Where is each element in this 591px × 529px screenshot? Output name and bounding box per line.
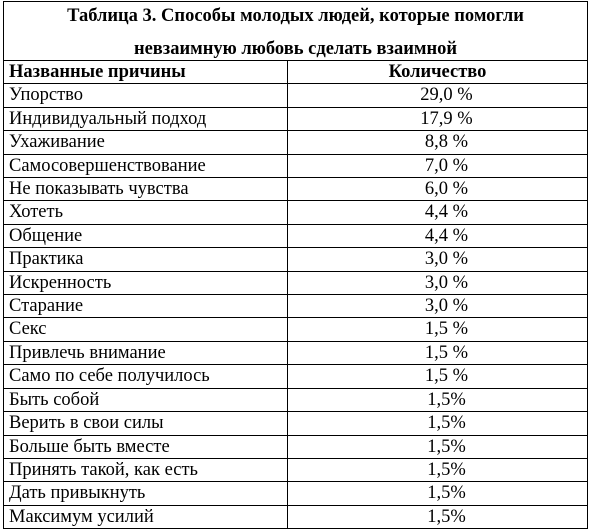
reason-cell: Верить в свои силы [4,412,288,435]
table-caption-line-1: Таблица 3. Способы молодых людей, которые помогли [67,6,524,26]
quantity-cell: 1,5% [288,388,588,411]
table-row [4,178,588,201]
quantity-cell: 3,0 % [288,248,588,271]
reason-cell: Практика [4,248,288,271]
table-row [4,248,588,271]
quantity-cell: 1,5 % [288,341,588,364]
quantity-cell: 4,4 % [288,224,588,247]
table-row [4,154,588,177]
quantity-cell: 1,5 % [288,318,588,341]
reason-cell: Ухаживание [4,131,288,154]
quantity-cell: 1,5% [288,412,588,435]
quantity-cell: 3,0 % [288,295,588,318]
table-caption-line-2: невзаимную любовь сделать взаимной [133,39,458,59]
reason-cell: Упорство [4,84,288,107]
reason-cell: Старание [4,295,288,318]
reason-cell: Общение [4,224,288,247]
table-row [4,482,588,505]
reason-cell: Дать привыкнуть [4,482,288,505]
reason-cell: Хотеть [4,201,288,224]
reason-cell: Быть собой [4,388,288,411]
reason-cell: Не показывать чувства [4,178,288,201]
table-row [4,505,588,528]
quantity-cell: 4,4 % [288,201,588,224]
table-row [4,295,588,318]
header-row [4,61,588,84]
quantity-cell: 1,5% [288,435,588,458]
table-row [4,201,588,224]
table-row [4,341,588,364]
reason-cell: Самосовершенствование [4,154,288,177]
reason-cell: Искренность [4,271,288,294]
reason-cell: Максимум усилий [4,505,288,528]
table-row [4,458,588,481]
quantity-cell: 1,5 % [288,365,588,388]
table-row [4,412,588,435]
table-row [4,131,588,154]
caption-row [4,2,588,61]
table-row [4,365,588,388]
table-row [4,388,588,411]
reason-cell: Привлечь внимание [4,341,288,364]
quantity-cell: 6,0 % [288,178,588,201]
quantity-cell: 3,0 % [288,271,588,294]
quantity-cell: 29,0 % [288,84,588,107]
column-header-quantity: Количество [288,61,588,84]
reasons-table [3,1,588,529]
reason-cell: Само по себе получилось [4,365,288,388]
quantity-cell: 8,8 % [288,131,588,154]
table-row [4,107,588,130]
quantity-cell: 17,9 % [288,107,588,130]
table-row [4,84,588,107]
reason-cell: Индивидуальный подход [4,107,288,130]
table-row [4,435,588,458]
reason-cell: Принять такой, как есть [4,458,288,481]
reason-cell: Больше быть вместе [4,435,288,458]
quantity-cell: 1,5% [288,505,588,528]
column-header-reason: Названные причины [4,61,288,84]
table-row [4,271,588,294]
quantity-cell: 1,5% [288,482,588,505]
table-caption [4,2,588,61]
quantity-cell: 1,5% [288,458,588,481]
table-row [4,224,588,247]
quantity-cell: 7,0 % [288,154,588,177]
reason-cell: Секс [4,318,288,341]
table-row [4,318,588,341]
